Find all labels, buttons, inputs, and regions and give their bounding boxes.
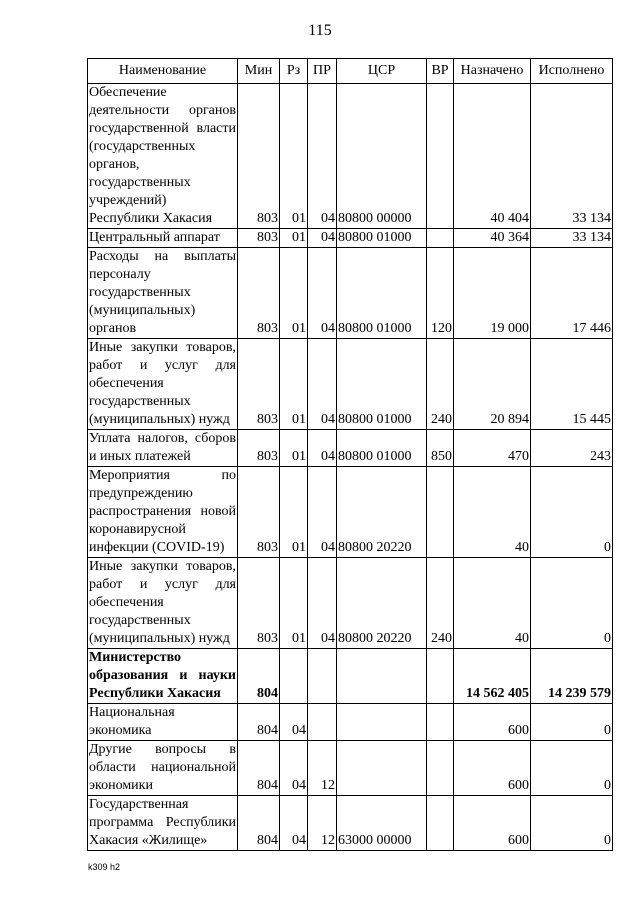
row-executed: 33 134 [531,229,613,248]
table-row [88,84,613,229]
row-assigned: 600 [454,704,531,741]
row-name: Уплата налогов, сборов и иных платежей [88,430,238,467]
row-executed: 0 [531,704,613,741]
row-assigned: 40 364 [454,229,531,248]
row-executed: 0 [531,467,613,558]
row-vr [427,796,454,851]
row-min: 803 [238,430,280,467]
table-row [88,339,613,430]
row-csr: 80800 01000 [337,229,427,248]
row-executed: 0 [531,558,613,649]
row-rz: 01 [280,84,308,229]
row-name: Иные закупки товаров, работ и услуг для обеспечения государственных (муниципальных) нужд [88,558,238,649]
table-row [88,704,613,741]
row-executed: 14 239 579 [531,649,613,704]
row-vr [427,649,454,704]
row-executed: 243 [531,430,613,467]
row-executed: 33 134 [531,84,613,229]
row-rz: 01 [280,339,308,430]
row-min: 803 [238,558,280,649]
row-min: 803 [238,467,280,558]
table-row [88,467,613,558]
page-number: 115 [308,22,332,39]
row-assigned: 19 000 [454,248,531,339]
row-name: Другие вопросы в области национальной экономики [88,741,238,796]
row-assigned: 20 894 [454,339,531,430]
row-vr [427,84,454,229]
table-row [88,741,613,796]
row-csr: 80800 01000 [337,248,427,339]
row-pr: 04 [308,558,337,649]
row-vr: 240 [427,558,454,649]
row-name: Центральный аппарат [88,229,238,248]
row-rz [280,649,308,704]
row-pr: 04 [308,84,337,229]
row-min: 804 [238,796,280,851]
row-executed: 17 446 [531,248,613,339]
header-rz: Рз [280,59,308,84]
row-rz: 04 [280,796,308,851]
header-pr: ПР [308,59,337,84]
header-vr: ВР [427,59,454,84]
row-csr [337,704,427,741]
row-name: Обеспечение деятельности органов государственной власти (государственных органов, государственных учреждений) Республики Хакасия [88,84,238,229]
header-name: Наименование [88,59,238,84]
row-pr: 04 [308,339,337,430]
row-min: 803 [238,84,280,229]
row-rz: 01 [280,558,308,649]
row-pr: 04 [308,467,337,558]
row-vr [427,229,454,248]
table-row [88,649,613,704]
row-vr [427,704,454,741]
row-csr: 80800 20220 [337,558,427,649]
row-assigned: 470 [454,430,531,467]
row-rz: 01 [280,248,308,339]
row-min: 803 [238,339,280,430]
row-vr: 240 [427,339,454,430]
row-executed: 15 445 [531,339,613,430]
row-csr: 80800 00000 [337,84,427,229]
table-row [88,248,613,339]
row-pr: 04 [308,248,337,339]
budget-table [87,58,613,851]
table-row [88,558,613,649]
row-csr [337,741,427,796]
row-name: Министерство образования и науки Республики Хакасия [88,649,238,704]
row-pr [308,649,337,704]
row-rz: 04 [280,704,308,741]
row-min: 803 [238,229,280,248]
row-csr: 80800 20220 [337,467,427,558]
row-vr [427,741,454,796]
row-assigned: 40 [454,467,531,558]
row-pr [308,704,337,741]
table-body [88,84,613,851]
row-assigned: 14 562 405 [454,649,531,704]
row-vr: 850 [427,430,454,467]
table-header-row [88,59,613,84]
row-csr [337,649,427,704]
row-pr: 12 [308,796,337,851]
table-row [88,796,613,851]
row-csr: 63000 00000 [337,796,427,851]
row-rz: 04 [280,741,308,796]
row-vr: 120 [427,248,454,339]
row-min: 804 [238,741,280,796]
row-name: Государственная программа Республики Хакасия «Жилище» [88,796,238,851]
row-name: Расходы на выплаты персоналу государственных (муниципальных) органов [88,248,238,339]
table-row [88,430,613,467]
row-pr: 04 [308,430,337,467]
row-min: 803 [238,248,280,339]
table-row [88,229,613,248]
row-name: Иные закупки товаров, работ и услуг для обеспечения государственных (муниципальных) нужд [88,339,238,430]
header-executed: Исполнено [531,59,613,84]
row-rz: 01 [280,430,308,467]
footer-code: k309 h2 [88,862,121,872]
header-csr: ЦСР [337,59,427,84]
row-pr: 04 [308,229,337,248]
header-min: Мин [238,59,280,84]
row-name: Мероприятия по предупреждению распространения новой коронавирусной инфекции (COVID-19) [88,467,238,558]
header-assigned: Назначено [454,59,531,84]
row-assigned: 40 404 [454,84,531,229]
row-assigned: 600 [454,796,531,851]
row-min: 804 [238,704,280,741]
row-name: Национальная экономика [88,704,238,741]
row-csr: 80800 01000 [337,430,427,467]
row-executed: 0 [531,741,613,796]
row-assigned: 40 [454,558,531,649]
row-assigned: 600 [454,741,531,796]
row-rz: 01 [280,467,308,558]
row-rz: 01 [280,229,308,248]
row-pr: 12 [308,741,337,796]
row-min: 804 [238,649,280,704]
row-csr: 80800 01000 [337,339,427,430]
row-executed: 0 [531,796,613,851]
row-vr [427,467,454,558]
